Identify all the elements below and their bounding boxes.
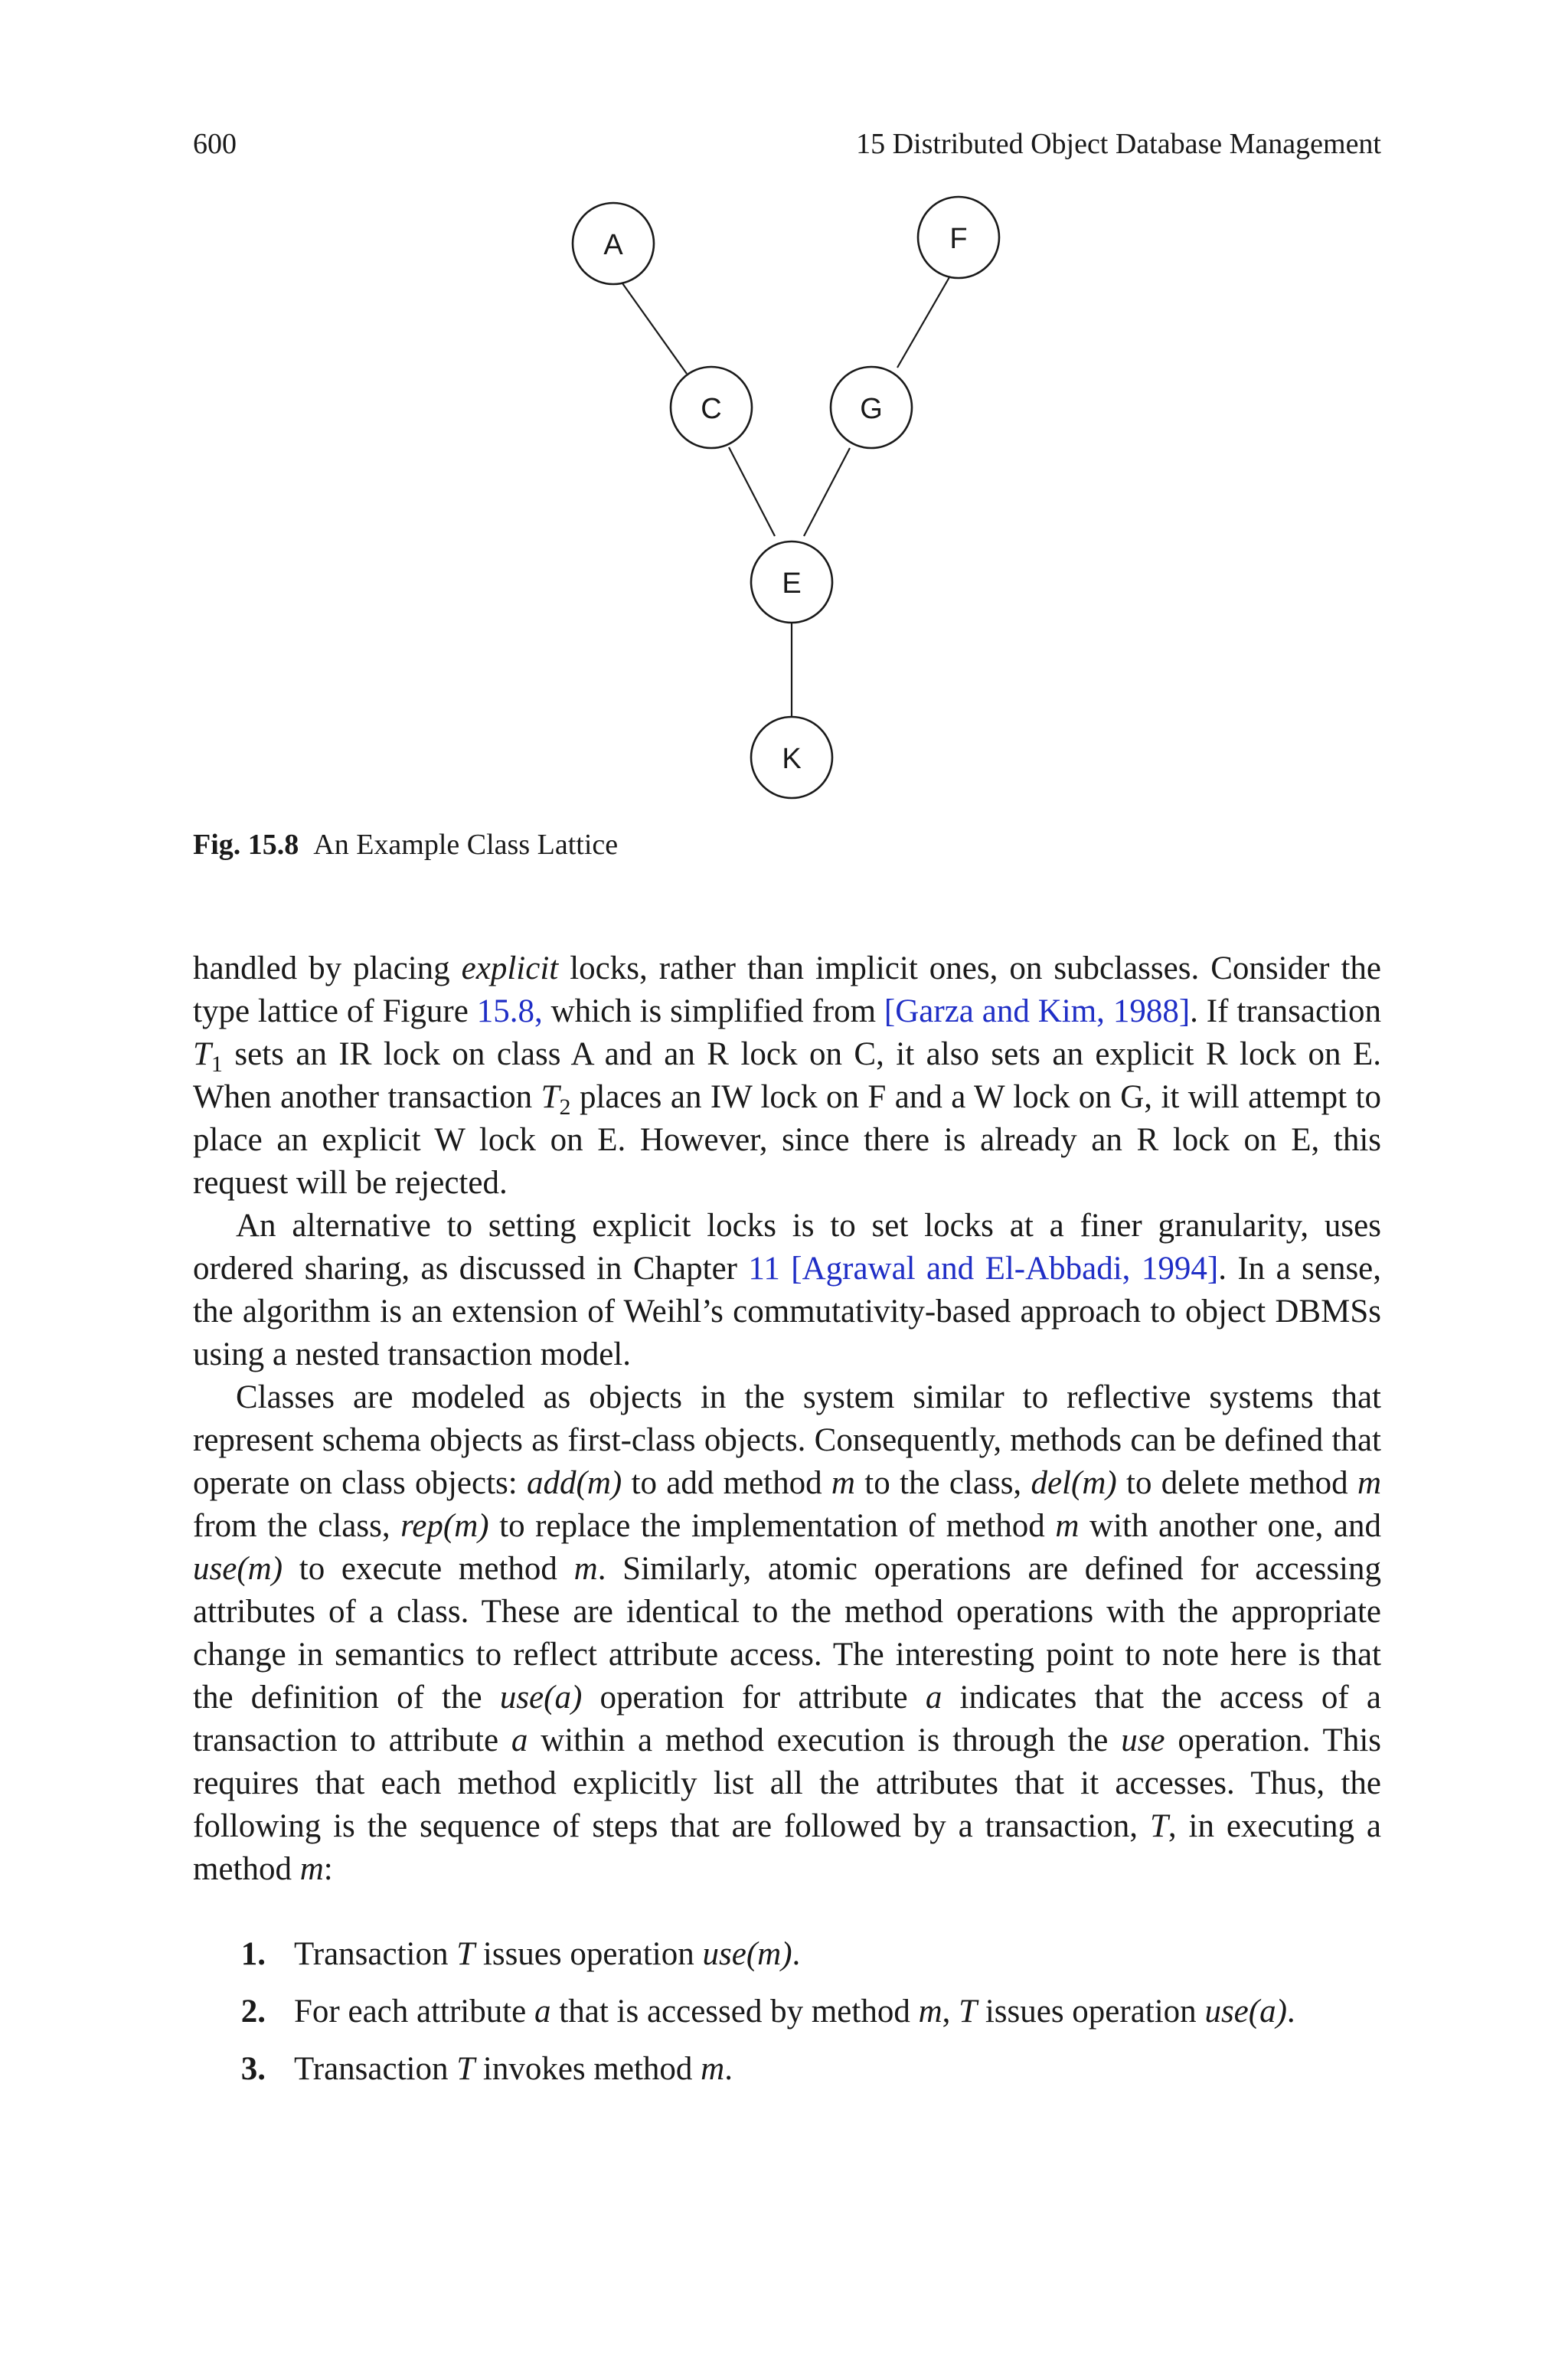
paragraph-1: handled by placing explicit locks, rather than implicit ones, on subclasses. Consider the type lattice of Figure 15.8, which is simplified from [Garza and Kim, 1988]. If transaction $T_1$ sets an IR lock on class A and an R lock on C, it also sets an explicit R lock on E. When another transaction $T_2$ places an IW lock on F and a W lock on G, it will attempt to place an explicit W lock on E. However, since there is already an R lock on E, this request will be rejected. (193, 950, 1382, 1201)
node-f (918, 197, 999, 278)
node-c (671, 367, 752, 448)
edge-a-c (622, 283, 687, 374)
citation-link-agrawal[interactable]: [Agrawal and El-Abbadi, 1994] (791, 1251, 1219, 1287)
list-item (193, 2048, 1418, 2105)
node-f-label: F (949, 223, 968, 255)
step-text: Transaction T invokes method m. (294, 2051, 733, 2087)
node-k (751, 717, 832, 798)
edge-f-g (897, 277, 949, 368)
node-a (573, 203, 654, 284)
step-text: Transaction T issues operation use(m). (294, 1936, 801, 1972)
chapter-link[interactable]: 11 (748, 1251, 780, 1287)
figure-caption-text: An Example Class Lattice (313, 829, 619, 861)
node-g (831, 367, 912, 448)
node-e-label: E (782, 568, 802, 600)
citation-link-garza-kim[interactable]: [Garza and Kim, 1988] (884, 993, 1191, 1029)
class-lattice-diagram (0, 0, 1568, 827)
step-number: 3. (240, 2051, 266, 2087)
edge-g-e (804, 448, 850, 536)
node-c-label: C (701, 393, 722, 425)
paragraph-3: Classes are modeled as objects in the system similar to reflective systems that represent schema objects as first-class objects. Consequently, methods can be defined that operate on class objects: add(m) to add method m to the class, del(m) to delete method m from the class, rep(m) to replace the implementation of method m with another one, and use(m) to execute method m. Similarly, atomic operations are defined for accessing attributes of a class. These are identical to the method operations with the appropriate change in semantics to reflect attribute access. The interesting point to note here is that the definition of the use(a) operation for attribute a indicates that the access of a transaction to attribute a within a method execution is through the use operation. This requires that each method explicitly list all the attributes that it accesses. Thus, the following is the sequence of steps that are followed by a transaction, T, in executing a method m: (193, 1379, 1382, 1887)
edge-c-e (729, 447, 775, 536)
chapter-title: 15 Distributed Object Database Management (856, 128, 1381, 160)
step-number: 2. (240, 1994, 266, 2030)
step-list (193, 1933, 1418, 2105)
page-number: 600 (193, 128, 237, 160)
node-a-label: A (603, 229, 623, 261)
figure-label: Fig. 15.8 (193, 829, 299, 861)
node-g-label: G (860, 393, 883, 425)
step-number: 1. (240, 1936, 266, 1972)
list-item (193, 1933, 1418, 1990)
figure-link[interactable]: 15.8, (476, 993, 543, 1029)
paragraph-2: An alternative to setting explicit locks is to set locks at a finer granularity, uses ordered sharing, as discussed in Chapter 11 [Agrawal and El-Abbadi, 1994]. In a sense, the algorithm is an extension of Weihl’s commutativity-based approach to object DBMSs using a nested transaction model. (193, 1208, 1382, 1372)
node-e (751, 541, 832, 623)
figure-caption (193, 826, 618, 864)
body-text (193, 947, 1381, 1891)
node-k-label: K (782, 743, 802, 775)
step-text: For each attribute a that is accessed by method m, T issues operation use(a). (294, 1994, 1295, 2030)
list-item (193, 1990, 1418, 2048)
